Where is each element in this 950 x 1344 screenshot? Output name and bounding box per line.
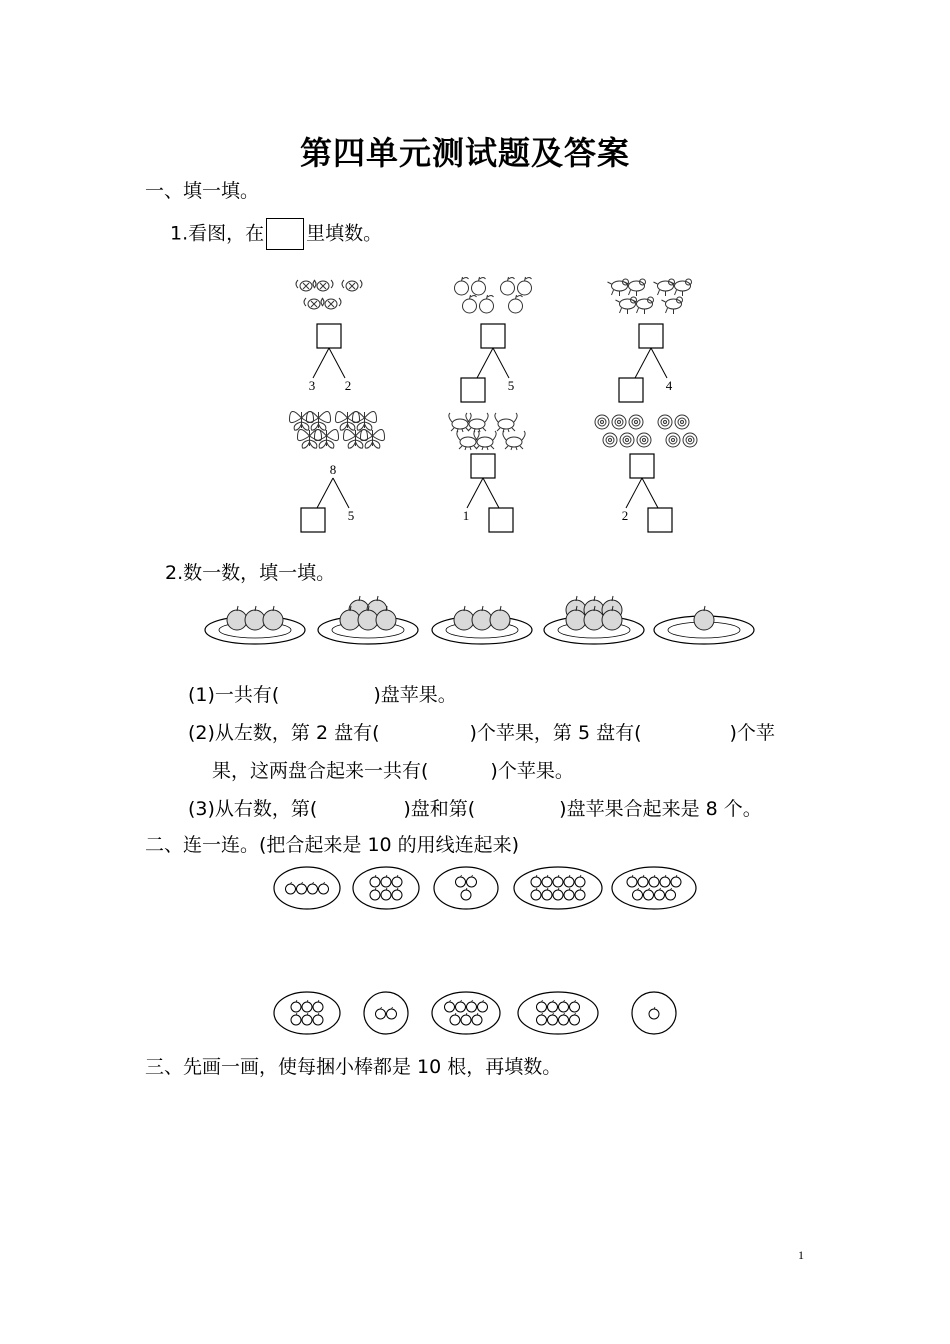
tree-4-right-number: 5	[347, 508, 355, 523]
top-oval-1	[274, 867, 340, 909]
crab-icon	[474, 431, 496, 450]
shell-icon	[683, 433, 697, 447]
number-tree-2	[455, 277, 532, 402]
left-answer-box-icon	[461, 378, 485, 402]
right-answer-box-icon	[648, 508, 672, 532]
apple-icon	[454, 606, 474, 630]
number-tree-6	[595, 415, 697, 532]
apple-icon	[480, 295, 494, 313]
left-answer-box-icon	[301, 508, 325, 532]
apple-icon	[509, 295, 523, 313]
butterfly-icon	[344, 429, 368, 448]
tree-left-branch	[635, 348, 651, 378]
oval-icon	[274, 867, 340, 909]
number-tree-4	[290, 411, 385, 532]
butterfly-icon	[353, 411, 377, 430]
crab-icon	[449, 413, 471, 432]
bee-icon	[342, 280, 362, 291]
q2-s2-b: )个苹果，第 5 盘有(	[469, 722, 642, 744]
top-answer-box-icon	[317, 324, 341, 348]
bottom-oval-2	[364, 992, 408, 1034]
top-oval-5	[612, 867, 696, 909]
top-oval-3	[434, 867, 498, 909]
tree-right-branch	[651, 348, 667, 378]
oval-icon	[353, 867, 419, 909]
apple-icon	[490, 606, 510, 630]
top-answer-box-icon	[481, 324, 505, 348]
tree-4-top-number: 8	[329, 462, 337, 477]
shell-icon	[620, 433, 634, 447]
apple-icon	[518, 277, 532, 295]
plate-3	[432, 606, 532, 644]
tree-1-right-number: 2	[344, 378, 352, 393]
oval-icon	[432, 992, 500, 1034]
tree-left-branch	[477, 348, 493, 378]
q2-s2-a: (2)从左数，第 2 盘有(	[188, 722, 380, 744]
butterfly-icon	[315, 429, 339, 448]
apple-icon	[245, 606, 265, 630]
shell-icon	[658, 415, 672, 429]
q2-s2-c: )个苹	[729, 722, 775, 744]
q2-s1-a: (1)一共有(	[188, 684, 280, 706]
top-answer-box-icon	[639, 324, 663, 348]
apple-icon	[501, 277, 515, 295]
tree-5-left-number: 1	[462, 508, 470, 523]
bottom-oval-1	[274, 992, 340, 1034]
q2-s2-e: )个苹果。	[490, 760, 574, 782]
top-oval-4	[514, 867, 602, 909]
oval-icon	[274, 992, 340, 1034]
apple-icon	[694, 606, 714, 630]
apple-icon	[472, 606, 492, 630]
oval-icon	[364, 992, 408, 1034]
top-oval-2	[353, 867, 419, 909]
bird-icon	[608, 279, 629, 296]
butterfly-icon	[361, 429, 385, 448]
plate-1	[205, 606, 305, 644]
tree-right-branch	[493, 348, 509, 378]
shell-icon	[629, 415, 643, 429]
q2-sub2-line1	[188, 718, 775, 745]
q2-sub1	[188, 680, 457, 707]
apple-icon	[455, 277, 469, 295]
tree-right-branch	[642, 478, 658, 508]
shell-icon	[666, 433, 680, 447]
oval-icon	[518, 992, 598, 1034]
apple-icon	[472, 277, 486, 295]
q2-s3-c: )盘苹果合起来是 8 个。	[559, 798, 762, 820]
tree-left-branch	[467, 478, 483, 508]
shell-icon	[595, 415, 609, 429]
butterfly-icon	[298, 429, 322, 448]
right-answer-box-icon	[489, 508, 513, 532]
crab-icon	[466, 413, 488, 432]
tree-right-branch	[483, 478, 499, 508]
bird-icon	[654, 279, 675, 296]
number-trees	[0, 0, 950, 560]
apple-plates	[0, 590, 950, 670]
plate-4	[544, 596, 644, 644]
number-tree-1	[296, 280, 362, 378]
plate-2	[318, 596, 418, 644]
left-answer-box-icon	[619, 378, 643, 402]
bottom-oval-3	[432, 992, 500, 1034]
q2-s3-b: )盘和第(	[403, 798, 476, 820]
page-title: 第四单元测试题及答案	[300, 134, 631, 172]
oval-icon	[514, 867, 602, 909]
tree-2-right-number: 5	[507, 378, 515, 393]
q2-label: 2.数一数，填一填。	[165, 562, 336, 584]
bottom-oval-4	[518, 992, 598, 1034]
shell-icon	[675, 415, 689, 429]
top-answer-box-icon	[630, 454, 654, 478]
section1-heading: 一、填一填。	[145, 180, 260, 202]
apple-icon	[227, 606, 247, 630]
crab-icon	[495, 413, 517, 432]
q1-suffix: 里填数。	[306, 222, 383, 245]
q2-sub2-line2	[212, 756, 574, 783]
tree-1-left-number: 3	[308, 378, 316, 393]
tree-right-branch	[329, 348, 345, 378]
q1-prefix: 1.看图，在	[170, 222, 265, 245]
crab-icon	[457, 431, 479, 450]
tree-3-right-number: 4	[665, 378, 673, 393]
number-tree-3	[608, 279, 692, 402]
apple-icon	[263, 606, 283, 630]
shell-icon	[603, 433, 617, 447]
section2-heading: 二、连一连。(把合起来是 10 的用线连起来)	[145, 834, 520, 856]
plate-5	[654, 606, 754, 644]
tree-6-left-number: 2	[621, 508, 629, 523]
butterfly-icon	[336, 411, 360, 430]
butterfly-icon	[307, 411, 331, 430]
apple-icon	[463, 295, 477, 313]
bottom-oval-5	[632, 992, 676, 1034]
bird-icon	[616, 297, 637, 314]
number-tree-5	[449, 413, 525, 532]
tree-left-branch	[626, 478, 642, 508]
tree-right-branch	[333, 478, 349, 508]
q2-s2-d: 果，这两盘合起来一共有(	[212, 760, 429, 782]
match-ovals	[0, 860, 950, 1040]
crab-icon	[503, 431, 525, 450]
shell-icon	[612, 415, 626, 429]
oval-icon	[434, 867, 498, 909]
q2-sub3	[188, 794, 762, 821]
oval-icon	[612, 867, 696, 909]
tree-left-branch	[317, 478, 333, 508]
q2-s3-a: (3)从右数，第(	[188, 798, 318, 820]
butterfly-icon	[290, 411, 314, 430]
top-answer-box-icon	[471, 454, 495, 478]
bird-icon	[662, 297, 683, 314]
page-number: 1	[798, 1248, 804, 1262]
tree-left-branch	[313, 348, 329, 378]
section3-heading: 三、先画一画，使每捆小棒都是 10 根，再填数。	[145, 1056, 562, 1078]
q2-s1-b: )盘苹果。	[373, 684, 457, 706]
shell-icon	[637, 433, 651, 447]
